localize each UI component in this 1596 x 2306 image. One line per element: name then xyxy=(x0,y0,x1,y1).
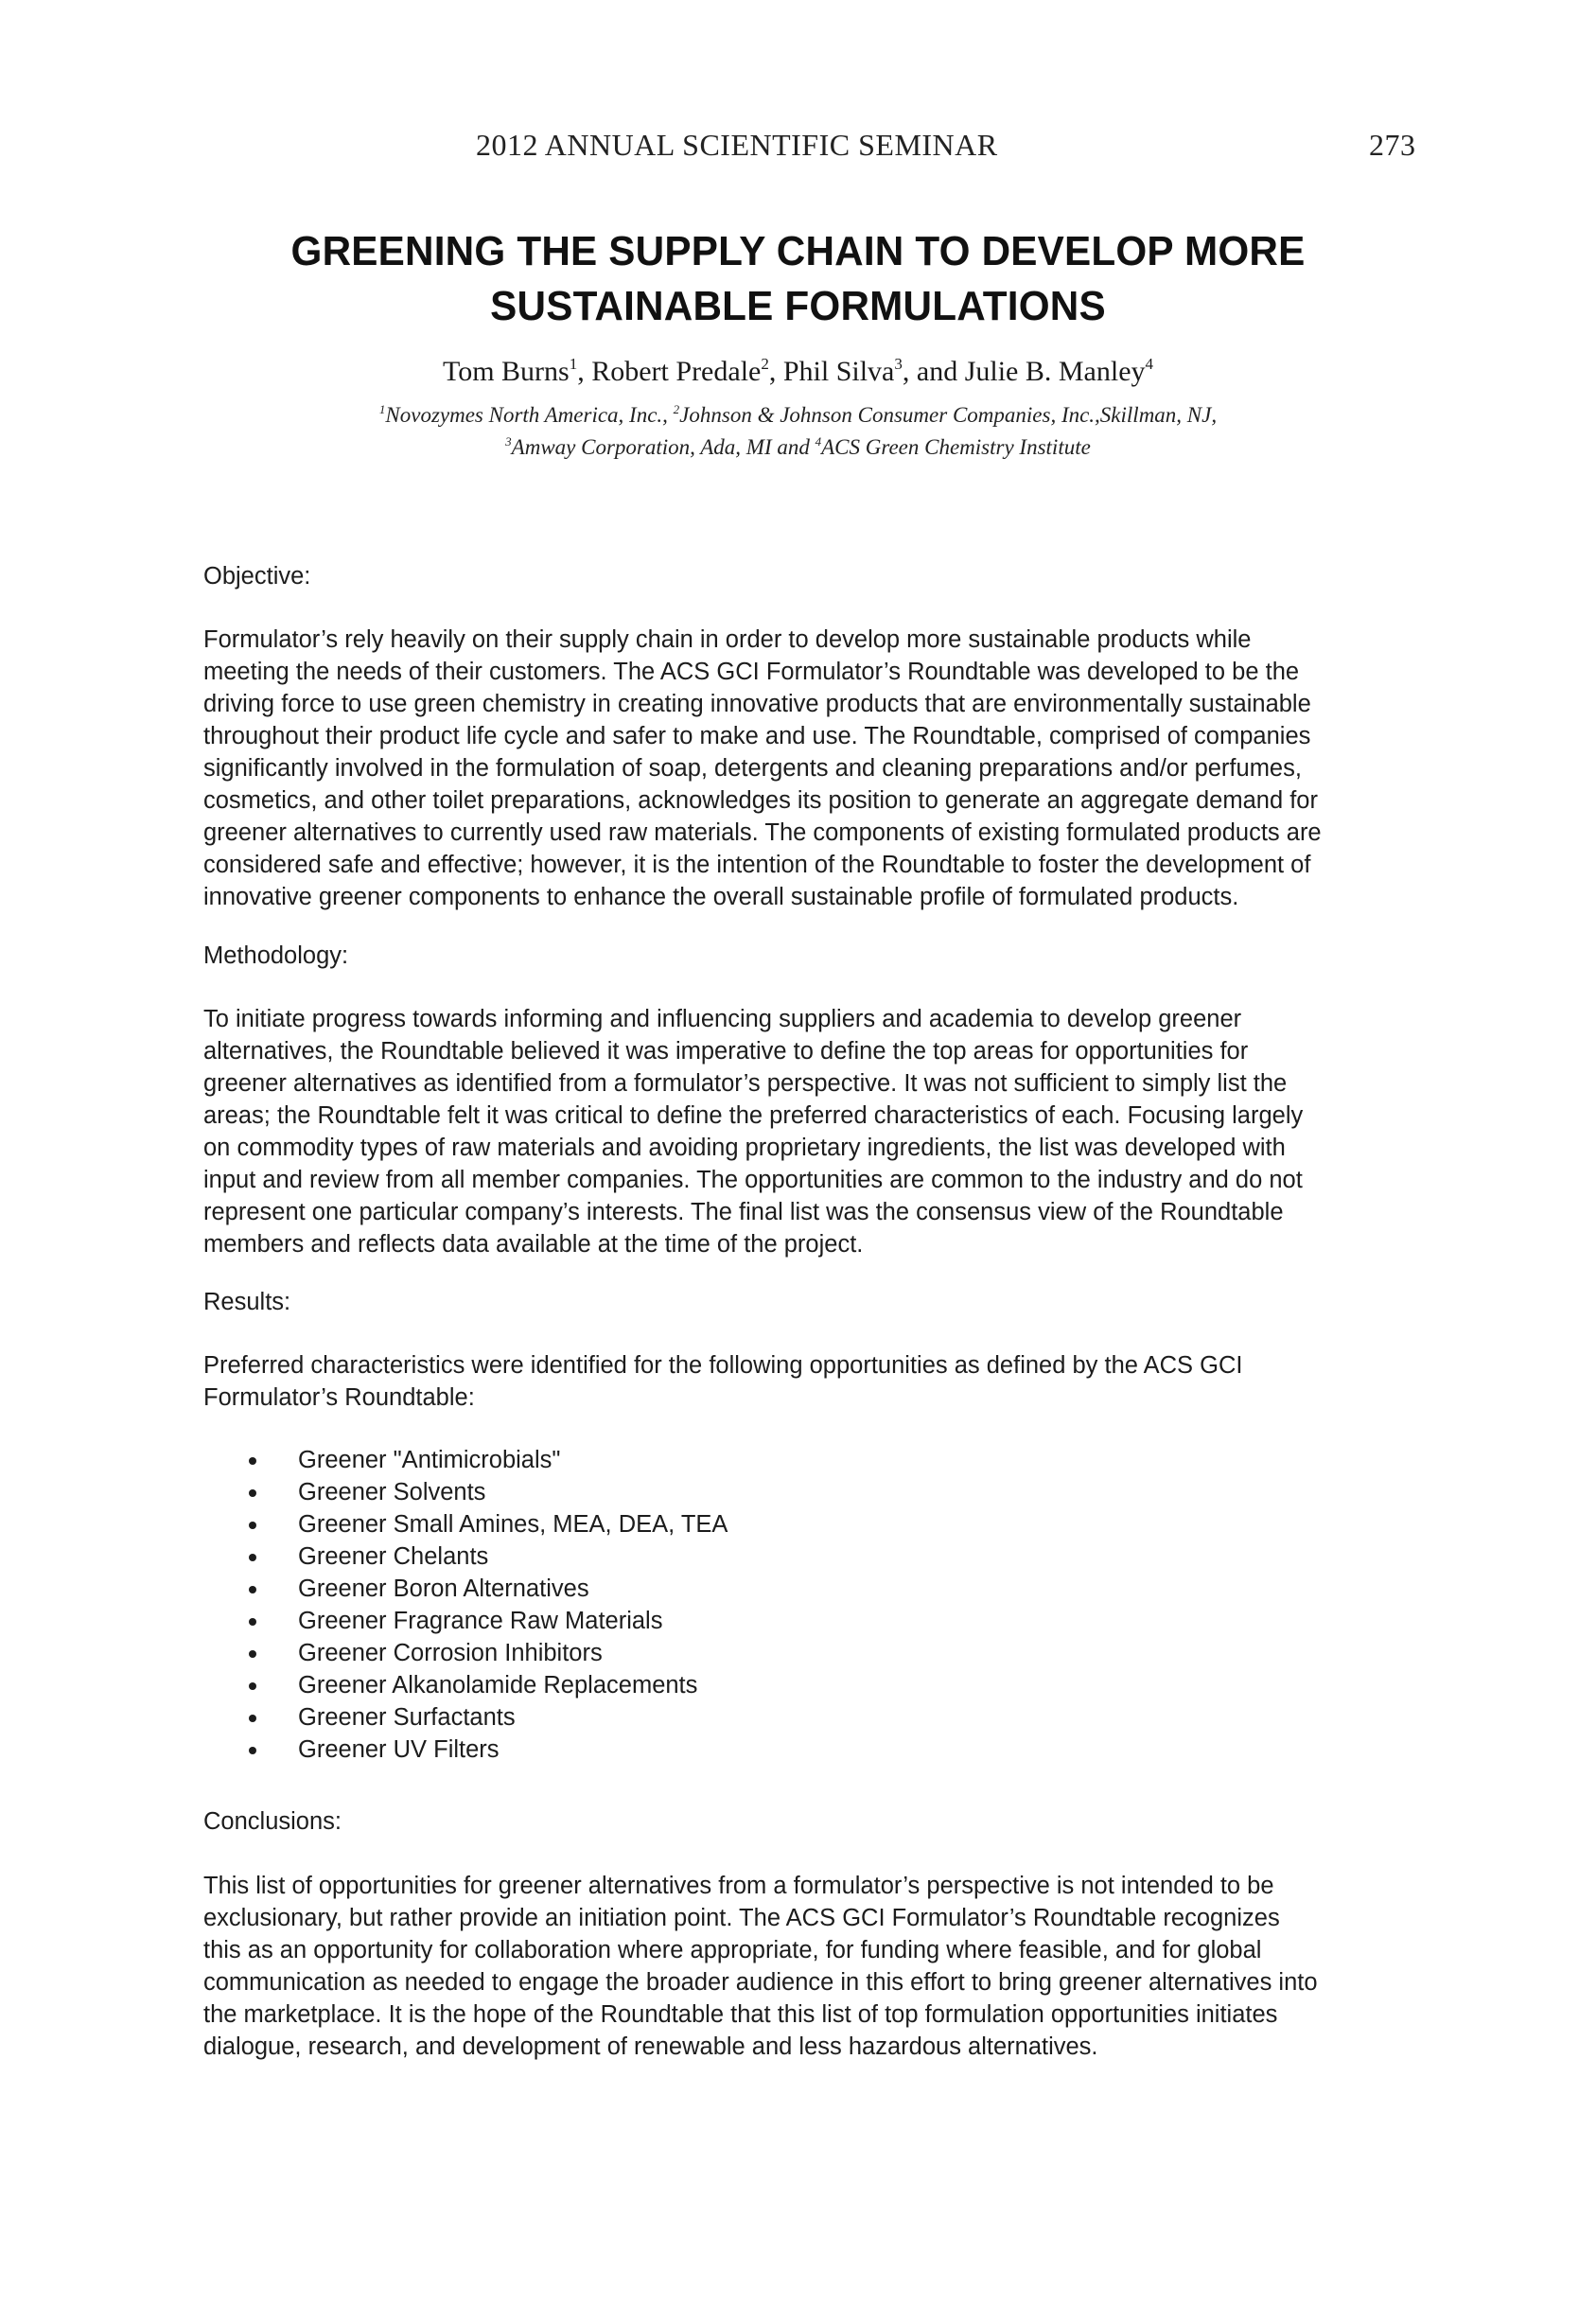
list-item-text: Greener Small Amines, MEA, DEA, TEA xyxy=(298,1511,728,1538)
affiliation-mark: 3 xyxy=(505,434,512,449)
list-item-text: Greener Alkanolamide Replacements xyxy=(298,1672,698,1699)
text-line: driving force to use green chemistry in creating innovative products that are environmentally sustainable xyxy=(203,691,1311,717)
author-affiliation-mark: 3 xyxy=(894,355,903,373)
author-list xyxy=(0,356,1596,388)
text-line: Preferred characteristics were identified for the following opportunities as defined by the ACS GCI xyxy=(203,1352,1243,1379)
list-item-text: Greener Corrosion Inhibitors xyxy=(298,1640,603,1666)
objective-heading: Objective: xyxy=(203,563,311,590)
list-item-text: Greener UV Filters xyxy=(298,1736,500,1763)
text-line: considered safe and effective; however, it is the intention of the Roundtable to foster the development of xyxy=(203,852,1311,878)
author-name: Phil Silva xyxy=(782,356,895,387)
bullet-icon xyxy=(249,1586,256,1593)
text-line: Formulator’s Roundtable: xyxy=(203,1384,475,1411)
results-heading: Results: xyxy=(203,1289,291,1315)
methodology-paragraph xyxy=(203,1003,1424,1260)
author-separator: , xyxy=(768,356,783,387)
text-line: alternatives, the Roundtable believed it was imperative to define the top areas for opportunities for xyxy=(203,1038,1249,1065)
list-item-text: Greener Surfactants xyxy=(298,1704,516,1731)
text-line: greener alternatives as identified from a formulator’s perspective. It was not sufficient to simply list the xyxy=(203,1070,1288,1097)
bullet-icon xyxy=(249,1747,256,1754)
bullet-icon xyxy=(249,1457,256,1465)
bullet-icon xyxy=(249,1682,256,1690)
author-separator: , xyxy=(577,356,592,387)
text-line: the marketplace. It is the hope of the Roundtable that this list of top formulation opportunities initiates xyxy=(203,2001,1278,2028)
author-name: Robert Predale xyxy=(591,356,762,387)
text-line: cosmetics, and other toilet preparations, acknowledges its position to generate an aggregate demand for xyxy=(203,787,1318,814)
running-header xyxy=(0,128,1596,175)
author-name: Julie B. Manley xyxy=(964,356,1146,387)
author-affiliation-mark: 4 xyxy=(1145,355,1154,373)
running-title: 2012 ANNUAL SCIENTIFIC SEMINAR xyxy=(476,128,998,162)
affiliation-mark: 1 xyxy=(378,402,386,416)
text-line: innovative greener components to enhance the overall sustainable profile of formulated products. xyxy=(203,884,1239,910)
author-affiliation-mark: 1 xyxy=(569,355,578,373)
affiliation-line xyxy=(0,431,1596,464)
list-item-text: Greener Solvents xyxy=(298,1479,486,1505)
text-line: meeting the needs of their customers. The ACS GCI Formulator’s Roundtable was developed to be the xyxy=(203,659,1300,685)
bullet-icon xyxy=(249,1554,256,1561)
text-line: To initiate progress towards informing and influencing suppliers and academia to develop greener xyxy=(203,1006,1242,1032)
text-line: on commodity types of raw materials and avoiding proprietary ingredients, the list was developed with xyxy=(203,1135,1286,1161)
list-item-text: Greener Chelants xyxy=(298,1543,489,1570)
author-affiliation-mark: 2 xyxy=(761,355,769,373)
bullet-icon xyxy=(249,1489,256,1497)
affiliation-text: Johnson & Johnson Consumer Companies, Inc.,Skillman, NJ, xyxy=(679,403,1218,427)
text-line: input and review from all member companies. The opportunities are common to the industry and do not xyxy=(203,1167,1303,1193)
objective-paragraph xyxy=(203,624,1424,913)
article-title xyxy=(32,224,1565,334)
conclusions-heading: Conclusions: xyxy=(203,1808,342,1835)
affiliations xyxy=(0,399,1596,464)
list-item-text: Greener Fragrance Raw Materials xyxy=(298,1608,663,1634)
text-line: members and reflects data available at the time of the project. xyxy=(203,1231,864,1258)
text-line: communication as needed to engage the broader audience in this effort to bring greener alternatives into xyxy=(203,1969,1318,1996)
text-line: this as an opportunity for collaboration where appropriate, for funding where feasible, and for global xyxy=(203,1937,1262,1963)
page-number: 273 xyxy=(1369,128,1416,162)
bullet-icon xyxy=(249,1715,256,1722)
title-line: GREENING THE SUPPLY CHAIN TO DEVELOP MORE xyxy=(290,228,1306,274)
text-line: areas; the Roundtable felt it was critical to define the preferred characteristics of each. Focusing largely xyxy=(203,1102,1304,1129)
affiliation-mark: 2 xyxy=(673,402,680,416)
affiliation-text: Novozymes North America, Inc., xyxy=(385,403,674,427)
conclusions-paragraph xyxy=(203,1870,1424,2063)
affiliation-line xyxy=(0,399,1596,431)
list-item-text: Greener "Antimicrobials" xyxy=(298,1447,561,1473)
text-line: dialogue, research, and development of renewable and less hazardous alternatives. xyxy=(203,2033,1098,2060)
text-line: Formulator’s rely heavily on their supply chain in order to develop more sustainable products while xyxy=(203,626,1252,653)
text-line: This list of opportunities for greener alternatives from a formulator’s perspective is not intended to be xyxy=(203,1873,1274,1899)
affiliation-text: Amway Corporation, Ada, MI and xyxy=(511,435,816,459)
text-line: throughout their product life cycle and safer to make and use. The Roundtable, comprised of companies xyxy=(203,723,1311,749)
results-paragraph xyxy=(203,1349,1424,1414)
title-line: SUSTAINABLE FORMULATIONS xyxy=(490,283,1106,329)
bullet-icon xyxy=(249,1618,256,1626)
text-line: exclusionary, but rather provide an initiation point. The ACS GCI Formulator’s Roundtable recognizes xyxy=(203,1905,1280,1931)
text-line: significantly involved in the formulation of soap, detergents and cleaning preparations and/or perfumes, xyxy=(203,755,1302,782)
bullet-icon xyxy=(249,1522,256,1529)
methodology-heading: Methodology: xyxy=(203,942,349,969)
author-name: Tom Burns xyxy=(442,356,570,387)
text-line: represent one particular company’s interests. The final list was the consensus view of the Roundtable xyxy=(203,1199,1284,1225)
list-item-text: Greener Boron Alternatives xyxy=(298,1575,589,1602)
author-separator: , and xyxy=(902,356,965,387)
bullet-icon xyxy=(249,1650,256,1658)
affiliation-text: ACS Green Chemistry Institute xyxy=(821,435,1091,459)
affiliation-mark: 4 xyxy=(815,434,822,449)
text-line: greener alternatives to currently used raw materials. The components of existing formulated products are xyxy=(203,819,1322,846)
